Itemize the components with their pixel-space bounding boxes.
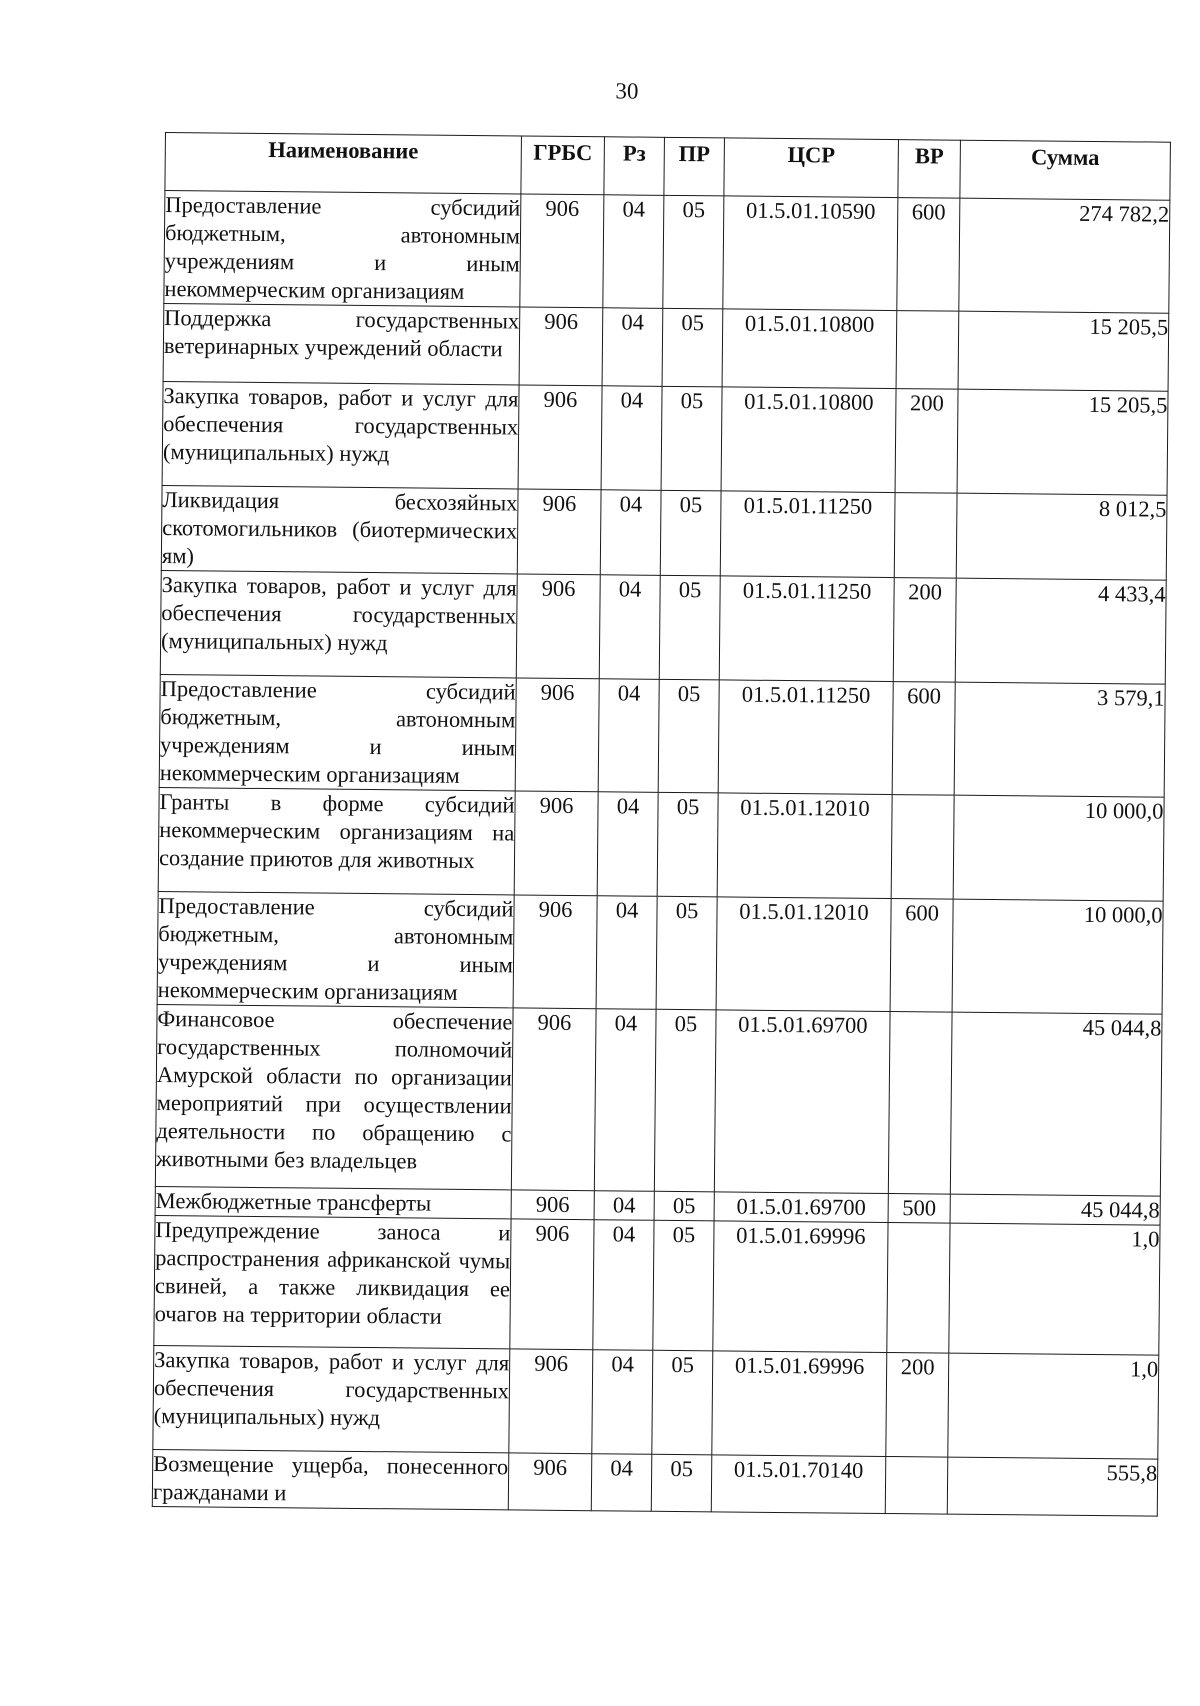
cell-sum: 15 205,5 — [957, 389, 1168, 495]
table-row — [154, 1216, 1160, 1356]
cell-rz: 04 — [603, 195, 664, 309]
cell-name: Предоставление субсидий бюджетным, автономным учреждениям и иным некоммерческим организациям — [164, 191, 521, 307]
table-row — [161, 486, 1167, 581]
budget-table — [152, 132, 1171, 1517]
header-pr: ПР — [664, 137, 725, 196]
cell-name: Межбюджетные трансферты — [155, 1187, 511, 1219]
cell-sum: 10 000,0 — [953, 795, 1164, 901]
table-row — [157, 892, 1163, 1015]
cell-rz: 04 — [600, 490, 661, 576]
cell-rz: 04 — [598, 679, 659, 793]
header-grbs: ГРБС — [521, 136, 605, 195]
cell-rz: 04 — [594, 1191, 654, 1221]
cell-pr: 05 — [662, 308, 723, 387]
cell-pr: 05 — [654, 1009, 716, 1192]
cell-sum: 274 782,2 — [959, 198, 1170, 313]
cell-grbs: 906 — [511, 1190, 594, 1220]
cell-rz: 04 — [596, 896, 657, 1010]
cell-vr: 500 — [888, 1194, 950, 1224]
header-rz: Рз — [604, 137, 665, 196]
cell-rz: 04 — [597, 792, 658, 897]
cell-vr: 200 — [893, 578, 956, 683]
cell-sum: 3 579,1 — [954, 682, 1165, 797]
cell-csr: 01.5.01.70140 — [711, 1455, 886, 1514]
table-header-row — [165, 133, 1171, 201]
cell-sum: 10 000,0 — [952, 899, 1163, 1014]
cell-rz: 04 — [591, 1454, 652, 1512]
cell-vr — [887, 1223, 950, 1354]
cell-sum: 8 012,5 — [956, 493, 1167, 580]
cell-grbs: 906 — [511, 1008, 596, 1191]
cell-grbs: 906 — [513, 895, 597, 1009]
cell-pr: 05 — [659, 575, 720, 680]
cell-csr: 01.5.01.12010 — [716, 897, 891, 1012]
cell-vr: 600 — [892, 682, 955, 796]
cell-name: Финансовое обеспечение государственных полномочий Амурской области по организации мероприятий при осуществлении деятельности по обращению с животными без владельцев — [155, 1005, 513, 1190]
cell-rz: 04 — [602, 308, 663, 387]
cell-csr: 01.5.01.11250 — [720, 491, 895, 578]
cell-grbs: 906 — [517, 489, 601, 575]
cell-sum: 15 205,5 — [958, 311, 1169, 391]
header-name: Наименование — [165, 133, 522, 194]
cell-sum: 45 044,8 — [950, 1194, 1160, 1225]
cell-vr: 600 — [890, 899, 953, 1013]
cell-sum: 1,0 — [948, 1353, 1159, 1459]
cell-sum: 555,8 — [947, 1457, 1158, 1516]
cell-name: Закупка товаров, работ и услуг для обеспечения государственных (муниципальных) нужд — [162, 382, 519, 489]
page-number: 30 — [615, 78, 639, 104]
cell-name: Возмещение ущерба, понесенного гражданами и — [152, 1449, 509, 1509]
header-csr: ЦСР — [724, 138, 899, 198]
cell-vr — [894, 493, 957, 579]
cell-grbs: 906 — [508, 1453, 592, 1511]
cell-csr: 01.5.01.11250 — [718, 680, 893, 795]
table-row — [159, 675, 1165, 798]
header-sum: Сумма — [960, 140, 1171, 200]
cell-csr: 01.5.01.12010 — [717, 793, 892, 899]
table-body — [152, 191, 1170, 1517]
cell-sum: 45 044,8 — [950, 1012, 1162, 1196]
table-row — [152, 1449, 1158, 1516]
cell-grbs: 906 — [519, 307, 603, 386]
table-row — [160, 571, 1166, 685]
cell-grbs: 906 — [514, 791, 598, 896]
cell-csr: 01.5.01.69996 — [713, 1221, 888, 1353]
cell-vr: 200 — [895, 389, 958, 494]
cell-sum: 1,0 — [949, 1223, 1160, 1355]
cell-pr: 05 — [652, 1350, 713, 1455]
cell-rz: 04 — [601, 386, 662, 491]
cell-grbs: 906 — [515, 678, 599, 792]
cell-rz: 04 — [599, 575, 660, 680]
table-row — [162, 382, 1168, 496]
header-vr: ВР — [898, 140, 961, 199]
cell-vr: 600 — [897, 198, 960, 312]
cell-pr: 05 — [656, 896, 717, 1010]
cell-pr: 05 — [651, 1454, 712, 1512]
cell-grbs: 906 — [509, 1349, 593, 1454]
cell-csr: 01.5.01.10590 — [723, 196, 898, 311]
cell-sum: 4 433,4 — [955, 578, 1166, 684]
cell-rz: 04 — [594, 1009, 656, 1192]
cell-csr: 01.5.01.69996 — [712, 1351, 887, 1457]
cell-vr — [891, 795, 954, 900]
cell-csr: 01.5.01.69700 — [714, 1192, 888, 1223]
cell-grbs: 906 — [520, 194, 604, 308]
cell-name: Предоставление субсидий бюджетным, автономным учреждениям и иным некоммерческим организациям — [157, 892, 514, 1008]
table-row — [153, 1345, 1159, 1459]
cell-pr: 05 — [654, 1191, 714, 1221]
cell-pr: 05 — [660, 490, 721, 576]
cell-grbs: 906 — [516, 574, 600, 679]
cell-rz: 04 — [593, 1220, 654, 1351]
cell-vr — [888, 1012, 952, 1195]
cell-name: Закупка товаров, работ и услуг для обеспечения государственных (муниципальных) нужд — [153, 1345, 510, 1452]
cell-name: Ликвидация бесхозяйных скотомогильников (биотермических ям) — [161, 486, 518, 574]
cell-csr: 01.5.01.69700 — [714, 1010, 890, 1194]
table-row — [164, 191, 1170, 314]
cell-name: Предоставление субсидий бюджетным, автономным учреждениям и иным некоммерческим организациям — [159, 675, 516, 791]
table-row — [155, 1005, 1162, 1197]
cell-pr: 05 — [658, 679, 719, 793]
cell-grbs: 906 — [510, 1219, 594, 1350]
cell-csr: 01.5.01.10800 — [721, 387, 896, 493]
cell-pr: 05 — [663, 195, 724, 309]
cell-vr — [896, 311, 959, 390]
cell-pr: 05 — [653, 1220, 714, 1351]
cell-csr: 01.5.01.11250 — [719, 576, 894, 682]
cell-name: Предупреждение заноса и распространения африканской чумы свиней, а также ликвидация ее очагов на территории области — [154, 1216, 511, 1349]
cell-pr: 05 — [657, 792, 718, 897]
cell-name: Закупка товаров, работ и услуг для обеспечения государственных (муниципальных) нужд — [160, 571, 517, 678]
cell-name: Поддержка государственных ветеринарных учреждений области — [163, 304, 520, 385]
cell-rz: 04 — [592, 1350, 653, 1455]
cell-name: Гранты в форме субсидий некоммерческим организациям на создание приютов для животных — [158, 788, 515, 895]
table-row — [158, 788, 1164, 902]
cell-pr: 05 — [661, 386, 722, 491]
cell-grbs: 906 — [518, 385, 602, 490]
cell-csr: 01.5.01.10800 — [722, 309, 897, 389]
table-row — [163, 304, 1169, 392]
cell-vr: 200 — [886, 1353, 949, 1458]
cell-vr — [885, 1457, 948, 1515]
